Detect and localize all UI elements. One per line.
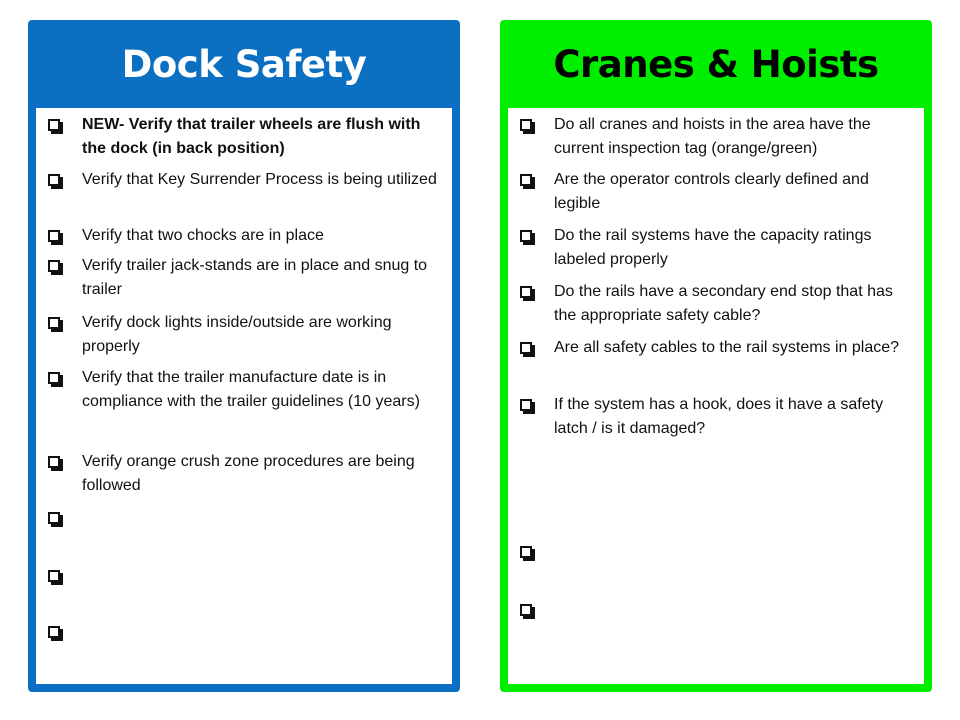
checklist-item-text: Verify orange crush zone procedures are being followed	[82, 453, 415, 494]
checklist-item[interactable]	[520, 336, 916, 360]
checklist-item[interactable]	[48, 450, 444, 498]
checkbox-icon[interactable]	[48, 317, 60, 329]
checklist-item-text: Do the rails have a secondary end stop that has the appropriate safety cable?	[554, 283, 893, 324]
checklist-item[interactable]	[520, 113, 916, 161]
checklist-item-text: Verify that the trailer manufacture date is in compliance with the trailer guidelines (10 years)	[82, 369, 420, 410]
checklist-item[interactable]	[520, 393, 916, 441]
dock-safety-checklist	[36, 108, 452, 684]
checkbox-icon[interactable]	[520, 342, 532, 354]
checkbox-icon[interactable]	[520, 174, 532, 186]
checklist-item[interactable]	[48, 224, 444, 248]
checklist-item-text: Verify trailer jack-stands are in place and snug to trailer	[82, 257, 428, 298]
cranes-hoists-checklist	[508, 108, 924, 684]
checkbox-icon[interactable]	[48, 570, 60, 582]
checkbox-icon[interactable]	[520, 546, 532, 558]
checklist-item-text: Verify dock lights inside/outside are working properly	[82, 314, 392, 355]
checklist-item[interactable]	[520, 168, 916, 216]
checkbox-icon[interactable]	[520, 230, 532, 242]
checklist-item[interactable]	[520, 598, 916, 616]
cranes-hoists-title: Cranes & Hoists	[553, 42, 879, 86]
checklist-item[interactable]	[48, 113, 444, 161]
checkbox-icon[interactable]	[520, 286, 532, 298]
checklist-item[interactable]	[48, 168, 444, 192]
checkbox-icon[interactable]	[520, 119, 532, 131]
checkbox-icon[interactable]	[48, 456, 60, 468]
checklist-item[interactable]	[520, 224, 916, 272]
checkbox-icon[interactable]	[48, 230, 60, 242]
checklist-item-text: Do the rail systems have the capacity ratings labeled properly	[554, 227, 872, 268]
checkbox-icon[interactable]	[520, 604, 532, 616]
checklist-item[interactable]	[48, 620, 444, 638]
checklist-item[interactable]	[48, 254, 444, 302]
checkbox-icon[interactable]	[48, 512, 60, 524]
checklist-item-text: Are the operator controls clearly defined and legible	[554, 171, 869, 212]
dock-safety-title: Dock Safety	[121, 42, 367, 86]
checkbox-icon[interactable]	[520, 399, 532, 411]
checklist-item-text: Verify that Key Surrender Process is being utilized	[82, 171, 437, 188]
checklist-item-text: If the system has a hook, does it have a safety latch / is it damaged?	[554, 396, 884, 437]
checklist-item[interactable]	[520, 540, 916, 558]
checklist-item[interactable]	[48, 564, 444, 582]
checklist-item[interactable]	[48, 311, 444, 359]
checkbox-icon[interactable]	[48, 626, 60, 638]
cranes-hoists-panel	[500, 20, 932, 692]
dock-safety-panel	[28, 20, 460, 692]
checklist-item[interactable]	[48, 506, 444, 524]
checkbox-icon[interactable]	[48, 372, 60, 384]
checklist-item-text: NEW- Verify that trailer wheels are flush with the dock (in back position)	[82, 116, 421, 157]
checkbox-icon[interactable]	[48, 174, 60, 186]
checklist-item-text: Are all safety cables to the rail systems in place?	[554, 339, 900, 356]
checklist-item[interactable]	[520, 280, 916, 328]
checklist-item-text: Do all cranes and hoists in the area have the current inspection tag (orange/green)	[554, 116, 871, 157]
checklist-item[interactable]	[48, 366, 444, 414]
checkbox-icon[interactable]	[48, 260, 60, 272]
checkbox-icon[interactable]	[48, 119, 60, 131]
checklist-item-text: Verify that two chocks are in place	[82, 227, 324, 244]
